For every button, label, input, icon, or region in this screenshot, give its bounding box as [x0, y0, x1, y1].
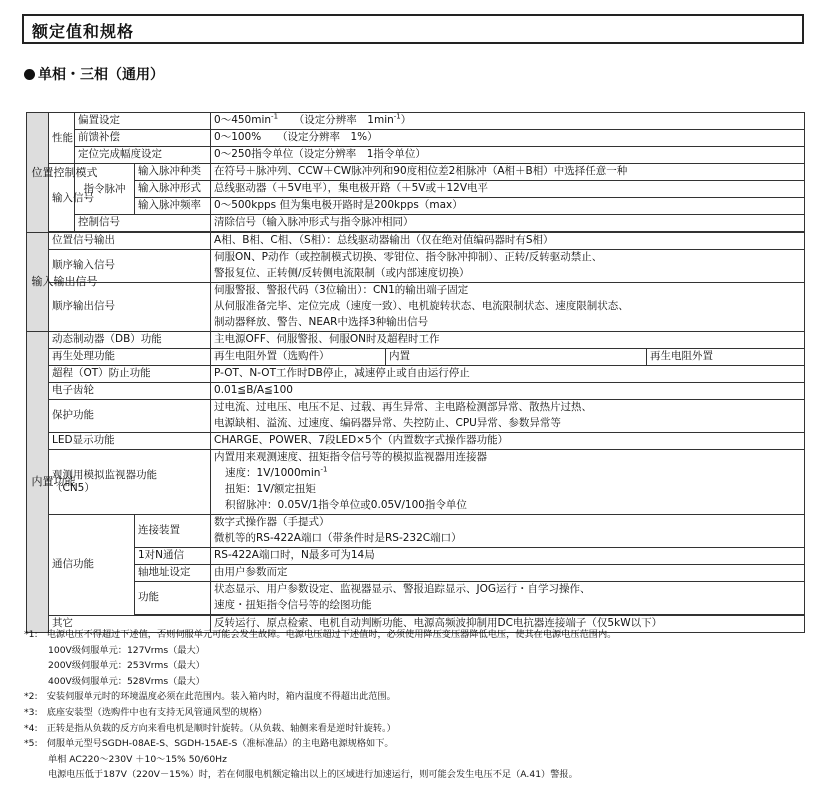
row-label: 位置信号输出	[49, 233, 211, 250]
row-value: 主电源OFF、伺服警报、伺服ON时及超程时工作	[211, 332, 805, 349]
table-row	[27, 383, 805, 400]
spec-table	[26, 112, 805, 633]
row-label: 输入脉冲种类	[135, 164, 211, 181]
row-value: 0～100% （设定分辨率 1%）	[211, 130, 805, 147]
row-value: A相、B相、C相、（S相）：总线驱动器输出（仅在绝对值编码器时有S相）	[211, 233, 805, 250]
row-sublabel: 1对N通信	[135, 548, 211, 565]
table-row	[27, 113, 805, 130]
footnote: *1: 电源电压不得超过下述值，否则伺服单元可能会发生故障。电源电压超过下述值时，必须使用降压变压器降低电压，使其在电源电压范围内。	[24, 629, 617, 640]
row-value: 反转运行、原点检索、电机自动判断功能、电源高频波抑制用DC电抗器连接端子（仅5kW以下）	[211, 616, 805, 633]
table-row	[27, 400, 805, 417]
row-value: 状态显示、用户参数设定、监视器显示、警报追踪显示、JOG运行・自学习操作、	[211, 582, 805, 599]
row-value: 内置用来观测速度、扭矩指令信号等的模拟监视器用连接器	[211, 450, 805, 467]
table-row	[27, 433, 805, 450]
footnote: *4: 正转是指从负载的反方向来看电机是顺时针旋转。（从负载、轴侧来看是逆时针旋转。）	[24, 722, 396, 734]
row-label: 控制信号	[75, 215, 211, 232]
row-label: 观测用模拟监视器功能 （CN5）	[49, 450, 211, 515]
table-row	[27, 349, 805, 366]
section-title	[24, 64, 164, 84]
group-io: 输入输出信号	[27, 233, 49, 332]
group-builtin: 内置功能	[27, 332, 49, 633]
table-row	[27, 147, 805, 164]
row-value: 0.01≦B/A≦100	[211, 383, 805, 400]
section-title-text: 单相・三相（通用）	[38, 67, 164, 83]
row-value: 0～250指令单位（设定分辨率 1指令单位）	[211, 147, 805, 164]
table-row	[27, 250, 805, 267]
row-value: 扭矩：1V/额定扭矩	[211, 482, 805, 498]
row-value: 制动器释放、警告、NEAR中选择3种输出信号	[211, 315, 805, 332]
row-label: 超程（OT）防止功能	[49, 366, 211, 383]
row-value: 再生电阻外置（选购件）	[211, 349, 386, 366]
row-value: 总线驱动器（＋5V电平），集电极开路（＋5V或＋12V电平	[211, 181, 805, 198]
group-position: 位置控制模式	[27, 113, 49, 233]
row-value: 电源缺相、溢流、过速度、编码器异常、失控防止、CPU异常、参数异常等	[211, 416, 805, 433]
table-row	[27, 233, 805, 250]
row-label: 保护功能	[49, 400, 211, 433]
row-value: 速度：$1V/1000\min^{-1}$	[211, 466, 805, 482]
table-row	[27, 548, 805, 565]
group-input-signal: 输入信号	[49, 164, 75, 232]
row-value: 伺服ON、P动作（或控制模式切换、零钳位、指令脉冲抑制）、正转/反转驱动禁止、	[211, 250, 805, 267]
row-label: 顺序输入信号	[49, 250, 211, 283]
table-row	[27, 198, 805, 215]
row-value: 0～500kpps 但为集电极开路时是200kpps（max）	[211, 198, 805, 215]
row-label: LED显示功能	[49, 433, 211, 450]
row-value: CHARGE、POWER、7段LED×5个（内置数字式操作器功能）	[211, 433, 805, 450]
row-label: 定位完成幅度设定	[75, 147, 211, 164]
row-label: 电子齿轮	[49, 383, 211, 400]
footnote: 100V级伺服单元：127Vrms（最大）	[48, 644, 205, 656]
row-label: 输入脉冲形式	[135, 181, 211, 198]
row-value: $0\sim 450\min^{-1}$ （设定分辨率 $1\min^{-1}$）	[211, 113, 805, 130]
row-value: 警报复位、正转侧/反转侧电流限制（或内部速度切换）	[211, 266, 805, 283]
row-label: 偏置设定	[75, 113, 211, 130]
table-row	[27, 332, 805, 349]
footnote: *3: 底座安装型（选购件中也有支持无风管通风型的规格）	[24, 706, 268, 718]
row-sublabel: 连接装置	[135, 515, 211, 548]
row-value: 由用户参数而定	[211, 565, 805, 582]
row-label: 其它	[49, 616, 211, 633]
row-value: 伺服警报、警报代码（3位输出）：CN1的输出端子固定	[211, 283, 805, 300]
table-row	[27, 181, 805, 198]
footnote: 200V级伺服单元：253Vrms（最大）	[48, 660, 205, 672]
row-value: 过电流、过电压、电压不足、过载、再生异常、主电路检测部异常、散热片过热、	[211, 400, 805, 417]
footnote: 电源电压低于187V（220V－15%）时，若在伺服电机额定输出以上的区域进行加速运行，则可能会发生电压不足（A.41）警报。	[48, 769, 578, 781]
row-sublabel: 功能	[135, 582, 211, 615]
table-row	[27, 215, 805, 232]
row-label: 动态制动器（DB）功能	[49, 332, 211, 349]
row-value: 内置	[386, 349, 647, 366]
page-header	[22, 14, 804, 44]
table-row	[27, 283, 805, 300]
bullet-icon	[24, 69, 35, 80]
table-row	[27, 565, 805, 582]
row-value: 再生电阻外置	[647, 349, 805, 366]
table-row	[27, 582, 805, 599]
table-row	[27, 164, 805, 181]
table-row	[27, 515, 805, 532]
row-value: 积留脉冲：0.05V/1指令单位或0.05V/100指令单位	[211, 498, 805, 515]
footnote: *5: 伺服单元型号SGDH-08AE-S、SGDH-15AE-S（准标准品）的主电路电源规格如下。	[24, 738, 394, 750]
group-performance: 性能	[49, 113, 75, 164]
row-value: P-OT、N-OT工作时DB停止，减速停止或自由运行停止	[211, 366, 805, 383]
row-label: 再生处理功能	[49, 349, 211, 366]
row-value: 速度・扭矩指令信号等的绘图功能	[211, 598, 805, 615]
row-value: 从伺服准备完毕、定位完成（速度一致）、电机旋转状态、电流限制状态、速度限制状态、	[211, 299, 805, 315]
table-row	[27, 366, 805, 383]
row-value: 在符号＋脉冲列、CCW＋CW脉冲列和90度相位差2相脉冲（A相＋B相）中选择任意一种	[211, 164, 805, 181]
row-label: 顺序输出信号	[49, 283, 211, 332]
footnotes	[24, 627, 616, 783]
row-sublabel: 轴地址设定	[135, 565, 211, 582]
row-value: 数字式操作器（手提式）	[211, 515, 805, 532]
group-pulse: 指令脉冲	[75, 164, 135, 215]
row-value: 微机等的RS-422A端口（带条件时是RS-232C端口）	[211, 531, 805, 548]
row-label: 通信功能	[49, 515, 135, 616]
row-value: 清除信号（输入脉冲形式与指令脉冲相同）	[211, 215, 805, 232]
table-row	[27, 450, 805, 467]
footnote: 400V级伺服单元：528Vrms（最大）	[48, 675, 205, 687]
table-row	[27, 130, 805, 147]
row-value: RS-422A端口时，N最多可为14局	[211, 548, 805, 565]
page-title: 额定值和规格	[32, 22, 135, 41]
row-label: 输入脉冲频率	[135, 198, 211, 215]
footnote: 单相 AC220～230V ＋10～15% 50/60Hz	[48, 753, 227, 765]
footnote: *2: 安装伺服单元时的环境温度必须在此范围内。装入箱内时，箱内温度不得超出此范围。	[24, 691, 396, 703]
row-label: 前馈补偿	[75, 130, 211, 147]
